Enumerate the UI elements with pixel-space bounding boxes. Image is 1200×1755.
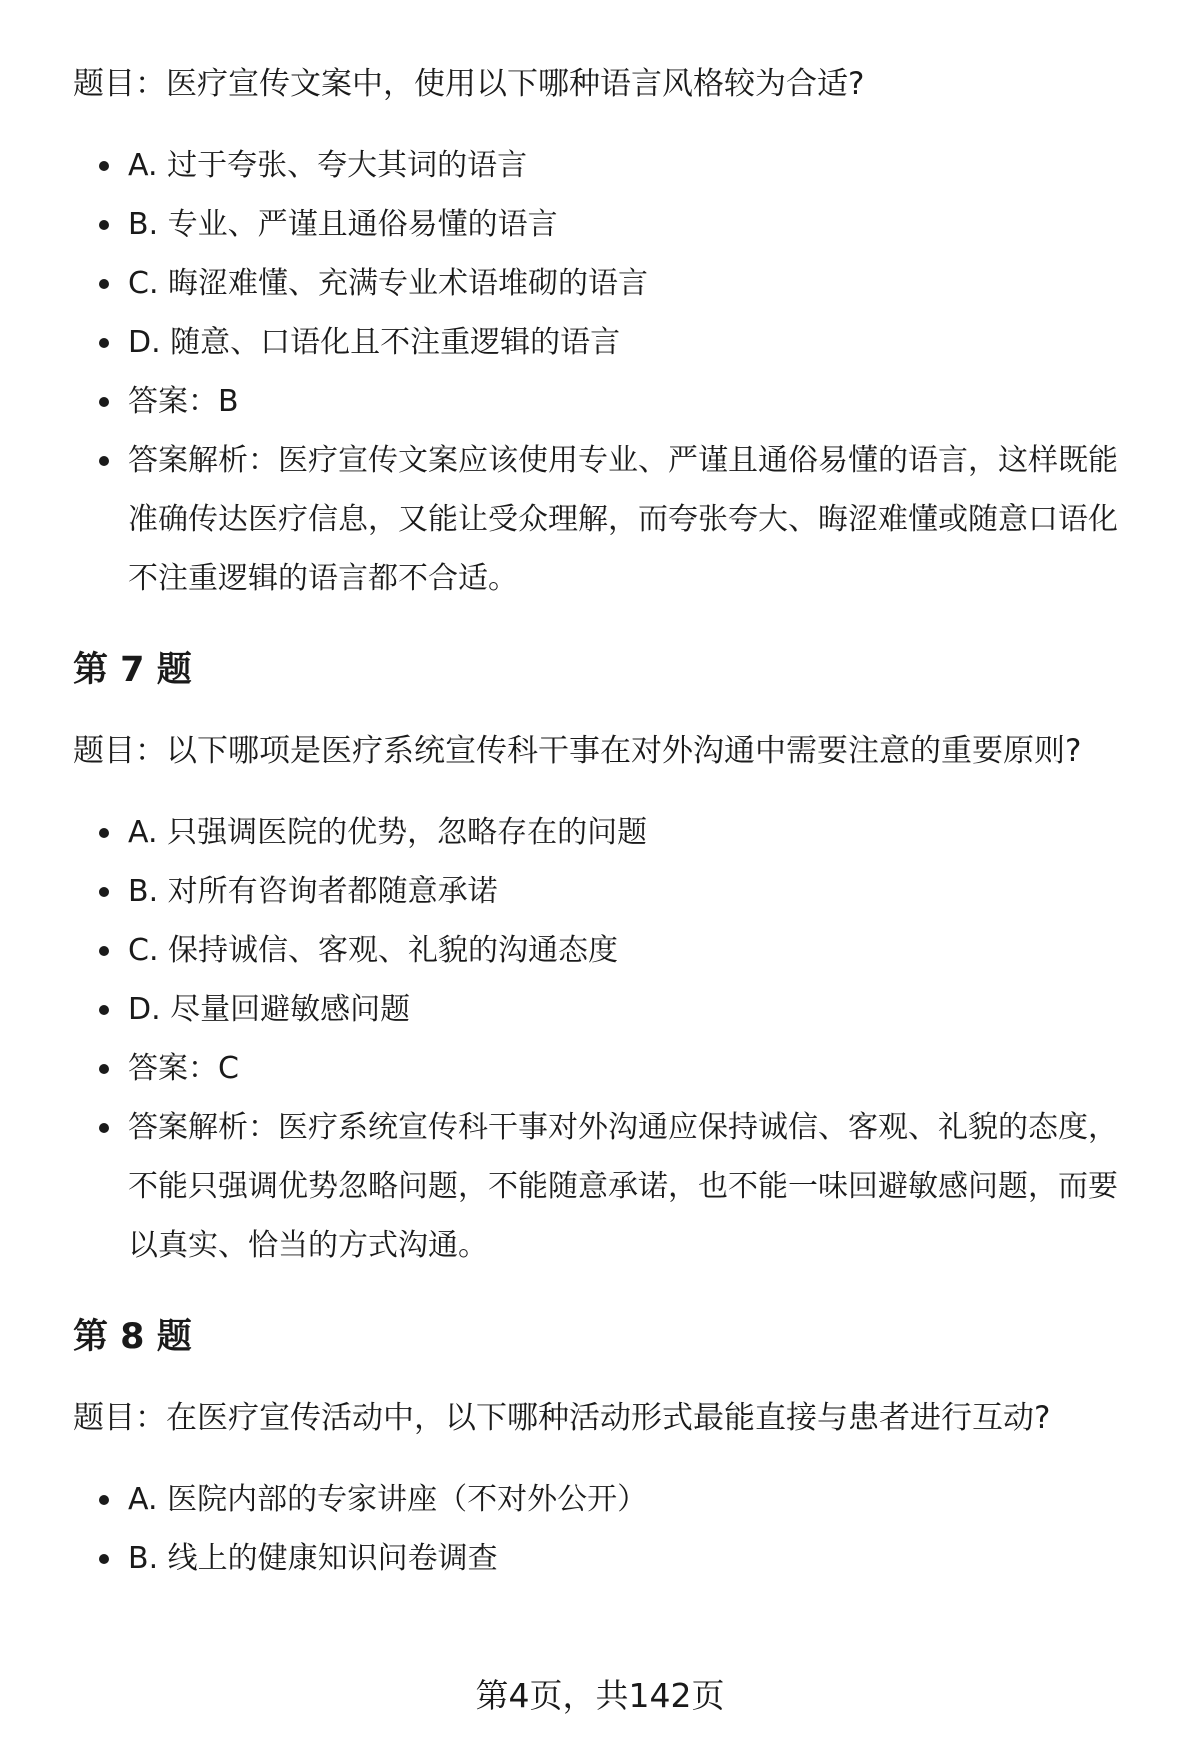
question-text: 题目：在医疗宣传活动中，以下哪种活动形式最能直接与患者进行互动? xyxy=(73,1400,1051,1436)
question-block-7 xyxy=(73,645,1143,1275)
option-d: D. 尽量回避敏感问题 xyxy=(73,980,1143,1039)
answer: 答案：B xyxy=(73,372,1143,431)
question-block-6 xyxy=(73,60,1143,608)
option-d: D. 随意、口语化且不注重逻辑的语言 xyxy=(73,313,1143,372)
answer-explanation: 答案解析：医疗宣传文案应该使用专业、严谨且通俗易懂的语言，这样既能准确传达医疗信息，又能让受众理解，而夸张夸大、晦涩难懂或随意口语化不注重逻辑的语言都不合适。 xyxy=(73,431,1143,608)
question-heading: 第 7 题 xyxy=(73,650,192,690)
question-block-8 xyxy=(73,1312,1143,1588)
option-a: A. 医院内部的专家讲座（不对外公开） xyxy=(73,1470,1143,1529)
option-list xyxy=(73,136,1143,608)
option-list xyxy=(73,803,1143,1275)
option-c: C. 晦涩难懂、充满专业术语堆砌的语言 xyxy=(73,254,1143,313)
document-page xyxy=(73,60,1143,1625)
option-b: B. 线上的健康知识问卷调查 xyxy=(73,1529,1143,1588)
question-heading: 第 8 题 xyxy=(73,1317,192,1357)
answer: 答案：C xyxy=(73,1039,1143,1098)
option-b: B. 专业、严谨且通俗易懂的语言 xyxy=(73,195,1143,254)
option-a: A. 过于夸张、夸大其词的语言 xyxy=(73,136,1143,195)
option-b: B. 对所有咨询者都随意承诺 xyxy=(73,862,1143,921)
answer-explanation: 答案解析：医疗系统宣传科干事对外沟通应保持诚信、客观、礼貌的态度，不能只强调优势忽略问题，不能随意承诺，也不能一味回避敏感问题，而要以真实、恰当的方式沟通。 xyxy=(73,1098,1143,1275)
question-text: 题目：以下哪项是医疗系统宣传科干事在对外沟通中需要注意的重要原则? xyxy=(73,733,1082,769)
question-text: 题目：医疗宣传文案中，使用以下哪种语言风格较为合适? xyxy=(73,66,865,102)
option-c: C. 保持诚信、客观、礼貌的沟通态度 xyxy=(73,921,1143,980)
option-list xyxy=(73,1470,1143,1588)
page-footer: 第4页，共142页 xyxy=(475,1676,725,1715)
option-a: A. 只强调医院的优势，忽略存在的问题 xyxy=(73,803,1143,862)
